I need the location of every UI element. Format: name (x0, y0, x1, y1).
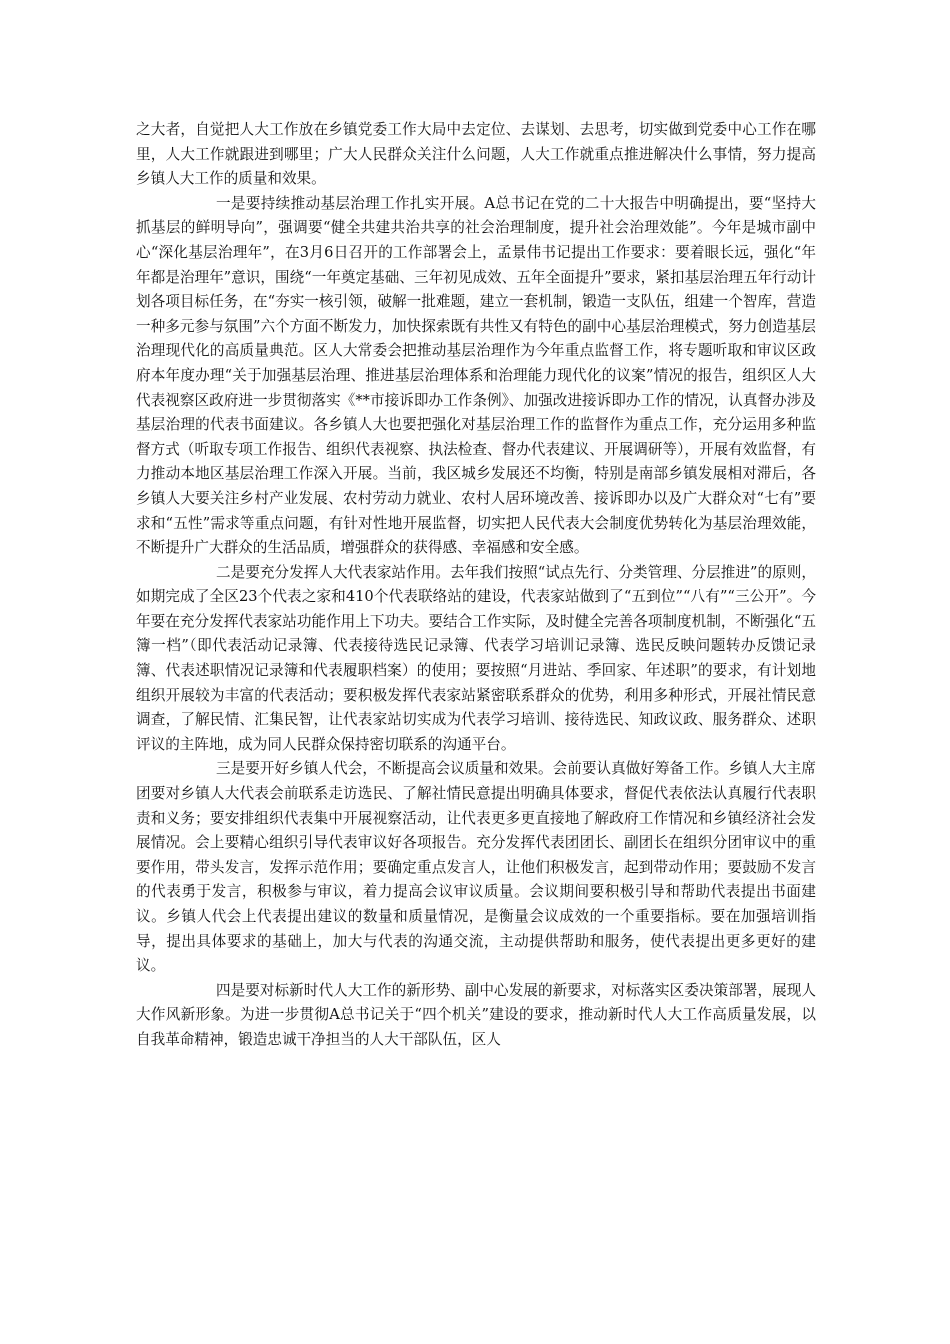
document-page (136, 118, 816, 1053)
paragraph-continuation: 之大者，自觉把人大工作放在乡镇党委工作大局中去定位、去谋划、去思考，切实做到党委中心工作在哪里，人大工作就跟进到哪里；广大人民群众关注什么问题，人大工作就重点推进解决什么事情，努力提高乡镇人大工作的质量和效果。 (136, 121, 816, 188)
paragraph-representative-stations: 二是要充分发挥人大代表家站作用。去年我们按照“试点先行、分类管理、分层推进”的原则，如期完成了全区23个代表之家和410个代表联络站的建设，代表家站做到了“五到位”“八有”“三公开”。今年要在充分发挥代表家站功能作用上下功夫。要结合工作实际，及时健全完善各项制度机制，不断强化“五簿一档”（即代表活动记录簿、代表接待选民记录簿、代表学习培训记录簿、选民反映问题转办反馈记录簿、代表述职情况记录簿和代表履职档案）的使用；要按照“月进站、季回家、年述职”的要求，有计划地组织开展较为丰富的代表活动；要积极发挥代表家站紧密联系群众的优势，利用多种形式，开展社情民意调查，了解民情、汇集民智，让代表家站切实成为代表学习培训、接待选民、知政议政、服务群众、述职评议的主阵地，成为同人民群众保持密切联系的沟通平台。 (136, 563, 816, 753)
paragraph-township-congress: 三是要开好乡镇人代会，不断提高会议质量和效果。会前要认真做好筹备工作。乡镇人大主席团要对乡镇人大代表会前联系走访选民、了解社情民意提出明确具体要求，督促代表依法认真履行代表职责和义务；要安排组织代表集中开展视察活动，让代表更多更直接地了解政府工作情况和乡镇经济社会发展情况。会上要精心组织引导代表审议好各项报告。充分发挥代表团团长、副团长在组织分团审议中的重要作用，带头发言，发挥示范作用；要确定重点发言人，让他们积极发言，起到带动作用；要鼓励不发言的代表勇于发言，积极参与审议，着力提高会议审议质量。会议期间要积极引导和帮助代表提出书面建议。乡镇人代会上代表提出建议的数量和质量情况，是衡量会议成效的一个重要指标。要在加强培训指导，提出具体要求的基础上，加大与代表的沟通交流，主动提供帮助和服务，使代表提出更多更好的建议。 (136, 760, 816, 975)
paragraph-grassroots-governance: 一是要持续推动基层治理工作扎实开展。A总书记在党的二十大报告中明确提出，要“坚持大抓基层的鲜明导向”，强调要“健全共建共治共享的社会治理制度，提升社会治理效能”。今年是城市副中心“深化基层治理年”，在3月6日召开的工作部署会上，孟景伟书记提出工作要求：要着眼长远，强化“年年都是治理年”意识，围绕“一年奠定基础、三年初见成效、五年全面提升”要求，紧扣基层治理五年行动计划各项目标任务，在“夯实一核引领，破解一批难题，建立一套机制，锻造一支队伍，组建一个智库，营造一种多元参与氛围”六个方面不断发力，加快探索既有共性又有特色的副中心基层治理模式，努力创造基层治理现代化的高质量典范。区人大常委会把推动基层治理作为今年重点监督工作，将专题听取和审议区政府本年度办理“关于加强基层治理、推进基层治理体系和治理能力现代化的议案”情况的报告，组织区人大代表视察区政府进一步贯彻落实《**市接诉即办工作条例》、加强改进接诉即办工作的情况，认真督办涉及基层治理的代表书面建议。各乡镇人大也要把强化对基层治理工作的监督作为重点工作，充分运用多种监督方式（听取专项工作报告、组织代表视察、执法检查、督办代表建议、开展调研等），开展有效监督，有力推动本地区基层治理工作深入开展。当前，我区城乡发展还不均衡，特别是南部乡镇发展相对滞后，各乡镇人大要关注乡村产业发展、农村劳动力就业、农村人居环境改善、接诉即办以及广大群众对“七有”要求和“五性”需求等重点问题，有针对性地开展监督，切实把人民代表大会制度优势转化为基层治理效能，不断提升广大群众的生活品质，增强群众的获得感、幸福感和安全感。 (136, 194, 816, 557)
paragraph-new-image: 四是要对标新时代人大工作的新形势、副中心发展的新要求，对标落实区委决策部署，展现人大作风新形象。为进一步贯彻A总书记关于“四个机关”建设的要求，推动新时代人大工作高质量发展，以自我革命精神，锻造忠诚干净担当的人大干部队伍，区人 (136, 981, 816, 1048)
